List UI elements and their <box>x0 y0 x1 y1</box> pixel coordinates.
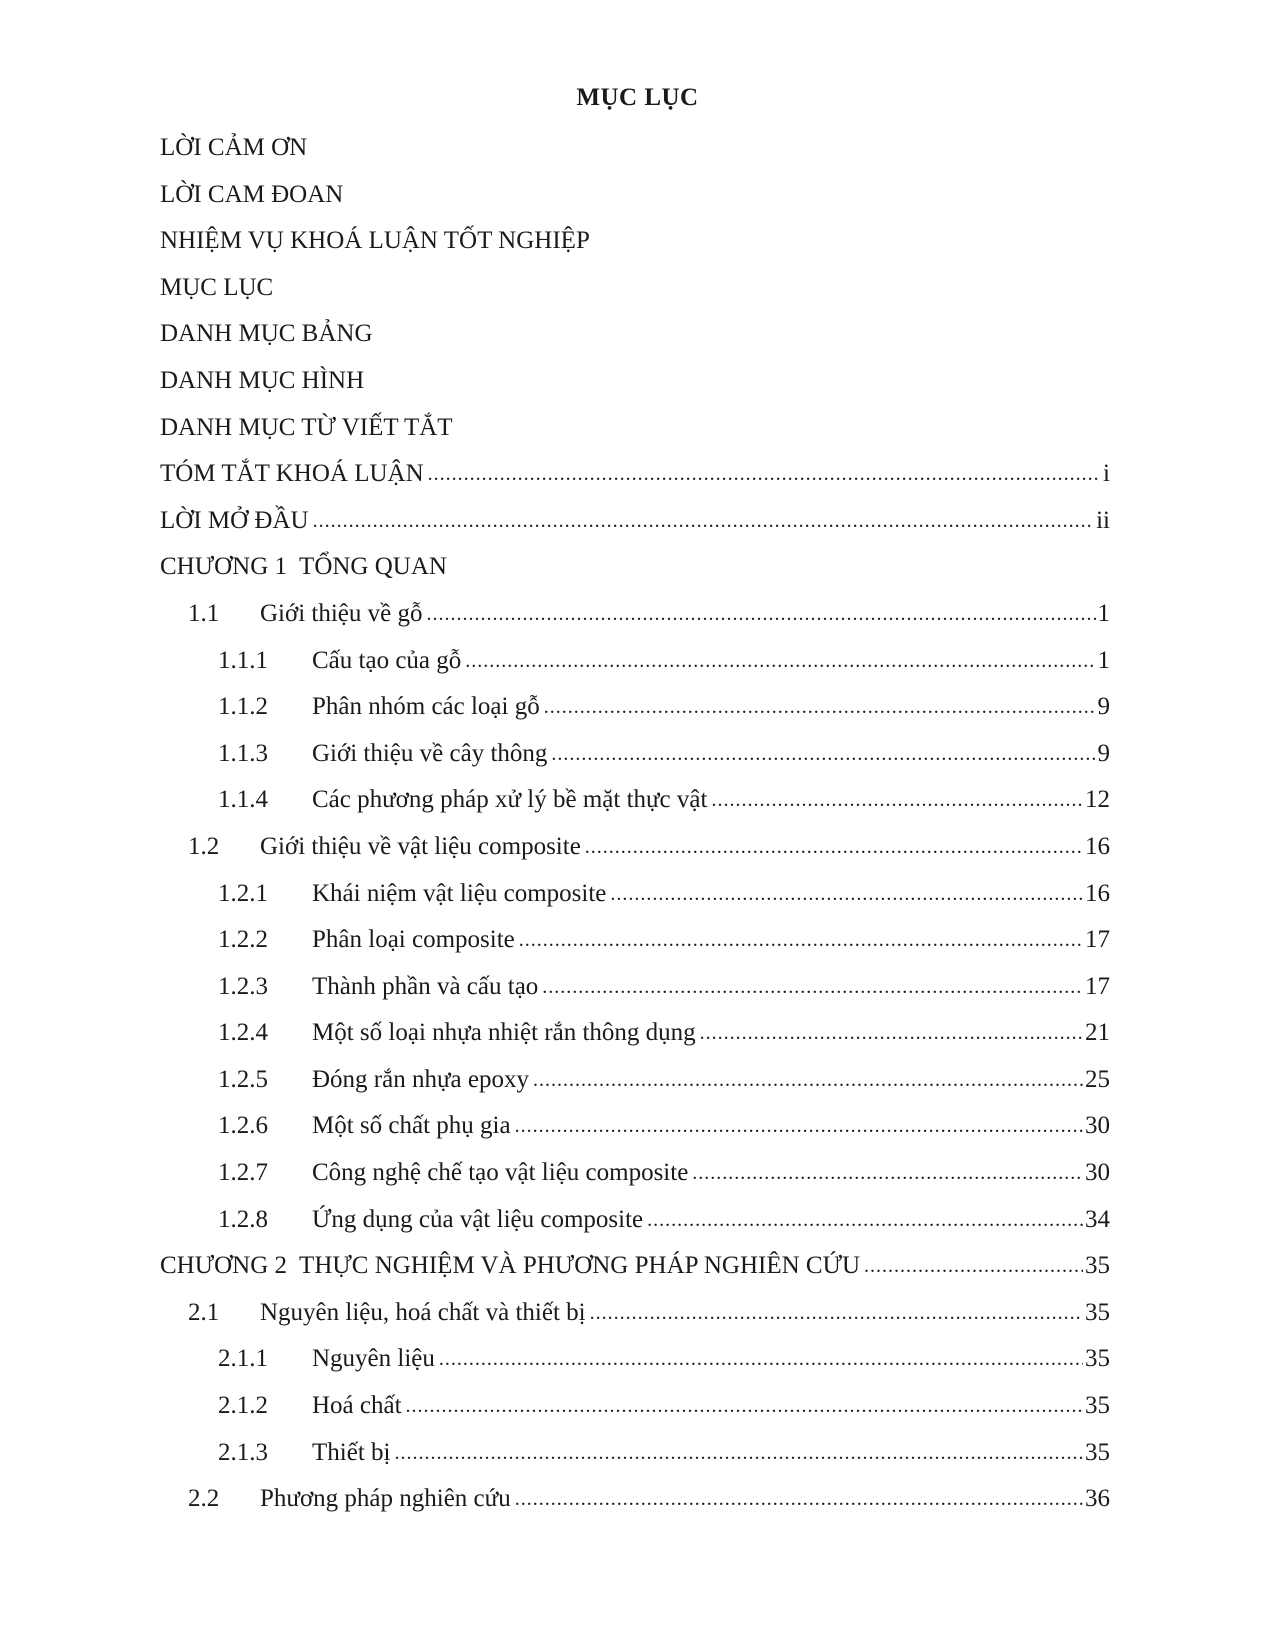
toc-entry-number: 2.2 <box>188 1485 220 1513</box>
toc-entry-number: 1.2 <box>188 832 220 860</box>
toc-entry-label: Giới thiệu về vật liệu composite <box>260 832 581 860</box>
toc-entry-label: THỰC NGHIỆM VÀ PHƯƠNG PHÁP NGHIÊN CỨU <box>299 1252 861 1280</box>
toc-entry-page-number: 30 <box>1085 1112 1110 1140</box>
toc-entry[interactable] <box>160 973 1110 1020</box>
toc-entry-label: Giới thiệu về gỗ <box>260 599 423 627</box>
toc-entry-label: Giới thiệu về cây thông <box>312 739 548 767</box>
toc-entry-number: CHƯƠNG 1 <box>160 553 288 581</box>
toc-entry-label: Thiết bị <box>312 1438 391 1466</box>
toc-entry[interactable] <box>160 460 1110 507</box>
toc-entry[interactable] <box>160 740 1110 787</box>
toc-entry-page-number: 12 <box>1085 786 1110 814</box>
toc-entry[interactable] <box>160 926 1110 973</box>
toc-entry-page-number: 35 <box>1085 1298 1110 1326</box>
toc-entry-number: 1.1 <box>188 599 220 627</box>
toc-entry-page-number: 1 <box>1097 599 1110 627</box>
toc-entry-label: Khái niệm vật liệu composite <box>312 879 607 907</box>
toc-entry-label: Nguyên liệu <box>312 1345 435 1373</box>
toc-entry[interactable] <box>160 880 1110 927</box>
toc-entry-label: Các phương pháp xử lý bề mặt thực vật <box>312 786 708 814</box>
toc-dot-leader <box>427 603 1096 626</box>
toc-entry-label: Nguyên liệu, hoá chất và thiết bị <box>260 1298 586 1326</box>
toc-dot-leader <box>515 1115 1083 1138</box>
toc-entry-number: 1.2.7 <box>218 1159 268 1187</box>
toc-entry-number: 1.2.6 <box>218 1112 268 1140</box>
toc-entry-page-number: 17 <box>1085 972 1110 1000</box>
toc-entry-label: Một số loại nhựa nhiệt rắn thông dụng <box>312 1019 696 1047</box>
toc-entry[interactable] <box>160 693 1110 740</box>
toc-dot-leader <box>533 1069 1083 1092</box>
toc-entry-label: NHIỆM VỤ KHOÁ LUẬN TỐT NGHIỆP <box>160 227 590 255</box>
toc-entry-number: CHƯƠNG 2 <box>160 1252 288 1280</box>
toc-entry-label: Một số chất phụ gia <box>312 1112 511 1140</box>
toc-entry-number: 1.2.3 <box>218 972 268 1000</box>
toc-dot-leader <box>692 1162 1083 1185</box>
toc-dot-leader <box>585 836 1083 859</box>
toc-dot-leader <box>519 929 1083 952</box>
toc-entry[interactable] <box>160 1206 1110 1253</box>
toc-entry[interactable] <box>160 833 1110 880</box>
toc-entry-number: 1.2.5 <box>218 1065 268 1093</box>
toc-entry[interactable] <box>160 1252 1110 1299</box>
toc-entry-label: DANH MỤC BẢNG <box>160 320 373 348</box>
toc-dot-leader <box>551 743 1095 766</box>
toc-entry-page-number: 35 <box>1085 1345 1110 1373</box>
toc-entry-label: Phân loại composite <box>312 926 515 954</box>
toc-dot-leader <box>700 1022 1083 1045</box>
toc-entry[interactable] <box>160 507 1110 554</box>
toc-entry-page-number: 30 <box>1085 1159 1110 1187</box>
toc-entry-page-number: 16 <box>1085 879 1110 907</box>
toc-entry-number: 1.2.8 <box>218 1205 268 1233</box>
toc-dot-leader <box>864 1255 1083 1278</box>
toc-entry-label: TỔNG QUAN <box>299 553 447 581</box>
toc-dot-leader <box>465 650 1095 673</box>
toc-entry-label: LỜI CẢM ƠN <box>160 134 308 161</box>
toc-dot-leader <box>313 510 1094 533</box>
toc-entry[interactable] <box>160 1485 1110 1532</box>
toc-entry-page-number: 25 <box>1085 1065 1110 1093</box>
toc-entry[interactable] <box>160 1066 1110 1113</box>
toc-entry-page-number: 35 <box>1085 1438 1110 1466</box>
toc-entry[interactable] <box>160 600 1110 647</box>
toc-entry-number: 1.2.1 <box>218 879 268 907</box>
toc-entry-page-number: 17 <box>1085 926 1110 954</box>
toc-dot-leader <box>590 1302 1083 1325</box>
toc-dot-leader <box>515 1488 1083 1511</box>
toc-dot-leader <box>610 883 1083 906</box>
toc-entry-label: Phương pháp nghiên cứu <box>260 1485 511 1513</box>
toc-entry[interactable] <box>160 181 1110 228</box>
toc-entry-label: Đóng rắn nhựa epoxy <box>312 1065 529 1093</box>
toc-entry-page-number: 1 <box>1097 646 1110 674</box>
toc-dot-leader <box>542 976 1083 999</box>
toc-entry[interactable] <box>160 1159 1110 1206</box>
toc-entry-label: DANH MỤC TỪ VIẾT TẮT <box>160 413 453 441</box>
toc-entry-number: 2.1 <box>188 1298 220 1326</box>
toc-entry[interactable] <box>160 1392 1110 1439</box>
toc-entry-label: Ứng dụng của vật liệu composite <box>312 1205 644 1233</box>
toc-entry-label: Công nghệ chế tạo vật liệu composite <box>312 1159 689 1187</box>
toc-entry-number: 1.2.2 <box>218 926 268 954</box>
toc-entry-label: Cấu tạo của gỗ <box>312 646 462 674</box>
toc-entry-number: 2.1.3 <box>218 1438 268 1466</box>
toc-entry[interactable] <box>160 786 1110 833</box>
toc-entry-number: 1.1.1 <box>218 646 268 674</box>
toc-entry[interactable] <box>160 134 1110 181</box>
toc-dot-leader <box>406 1395 1083 1418</box>
toc-entry[interactable] <box>160 414 1110 461</box>
toc-entry[interactable] <box>160 227 1110 274</box>
toc-entry[interactable] <box>160 647 1110 694</box>
toc-entry[interactable] <box>160 1439 1110 1486</box>
toc-entry-number: 2.1.2 <box>218 1392 268 1420</box>
toc-entry-label: DANH MỤC HÌNH <box>160 366 365 394</box>
toc-dot-leader <box>544 696 1096 719</box>
toc-entry-page-number: i <box>1103 460 1110 488</box>
toc-entry-page-number: ii <box>1096 506 1110 534</box>
toc-entry-number: 1.1.4 <box>218 786 268 814</box>
toc-entry-page-number: 34 <box>1085 1205 1110 1233</box>
toc-entry-number: 1.1.3 <box>218 739 268 767</box>
toc-entry-page-number: 35 <box>1085 1252 1110 1280</box>
toc-entry[interactable] <box>160 274 1110 321</box>
toc-title: MỤC LỤC <box>576 84 699 111</box>
toc-list <box>160 134 1110 1532</box>
toc-entry-label: Hoá chất <box>312 1392 402 1420</box>
toc-entry[interactable] <box>160 553 1110 600</box>
toc-entry-number: 2.1.1 <box>218 1345 268 1373</box>
toc-entry-page-number: 35 <box>1085 1392 1110 1420</box>
toc-entry-page-number: 9 <box>1097 739 1110 767</box>
toc-entry-label: LỜI MỞ ĐẦU <box>160 506 309 534</box>
toc-entry[interactable] <box>160 320 1110 367</box>
toc-dot-leader <box>711 789 1083 812</box>
toc-entry[interactable] <box>160 1019 1110 1066</box>
toc-entry-page-number: 9 <box>1097 693 1110 721</box>
toc-dot-leader <box>394 1442 1083 1465</box>
toc-entry-label: TÓM TẮT KHOÁ LUẬN <box>160 460 424 488</box>
toc-entry-label: LỜI CAM ĐOAN <box>160 180 344 208</box>
toc-entry[interactable] <box>160 367 1110 414</box>
toc-entry[interactable] <box>160 1112 1110 1159</box>
toc-entry-label: MỤC LỤC <box>160 273 274 301</box>
toc-entry-page-number: 21 <box>1085 1019 1110 1047</box>
toc-entry[interactable] <box>160 1299 1110 1346</box>
toc-entry[interactable] <box>160 1345 1110 1392</box>
toc-entry-label: Thành phần và cấu tạo <box>312 972 539 1000</box>
toc-dot-leader <box>647 1209 1083 1232</box>
toc-entry-number: 1.2.4 <box>218 1019 268 1047</box>
toc-entry-number: 1.1.2 <box>218 693 268 721</box>
toc-dot-leader <box>439 1348 1083 1371</box>
toc-entry-label: Phân nhóm các loại gỗ <box>312 693 540 721</box>
toc-dot-leader <box>428 463 1098 486</box>
toc-entry-page-number: 36 <box>1085 1485 1110 1513</box>
toc-entry-page-number: 16 <box>1085 832 1110 860</box>
